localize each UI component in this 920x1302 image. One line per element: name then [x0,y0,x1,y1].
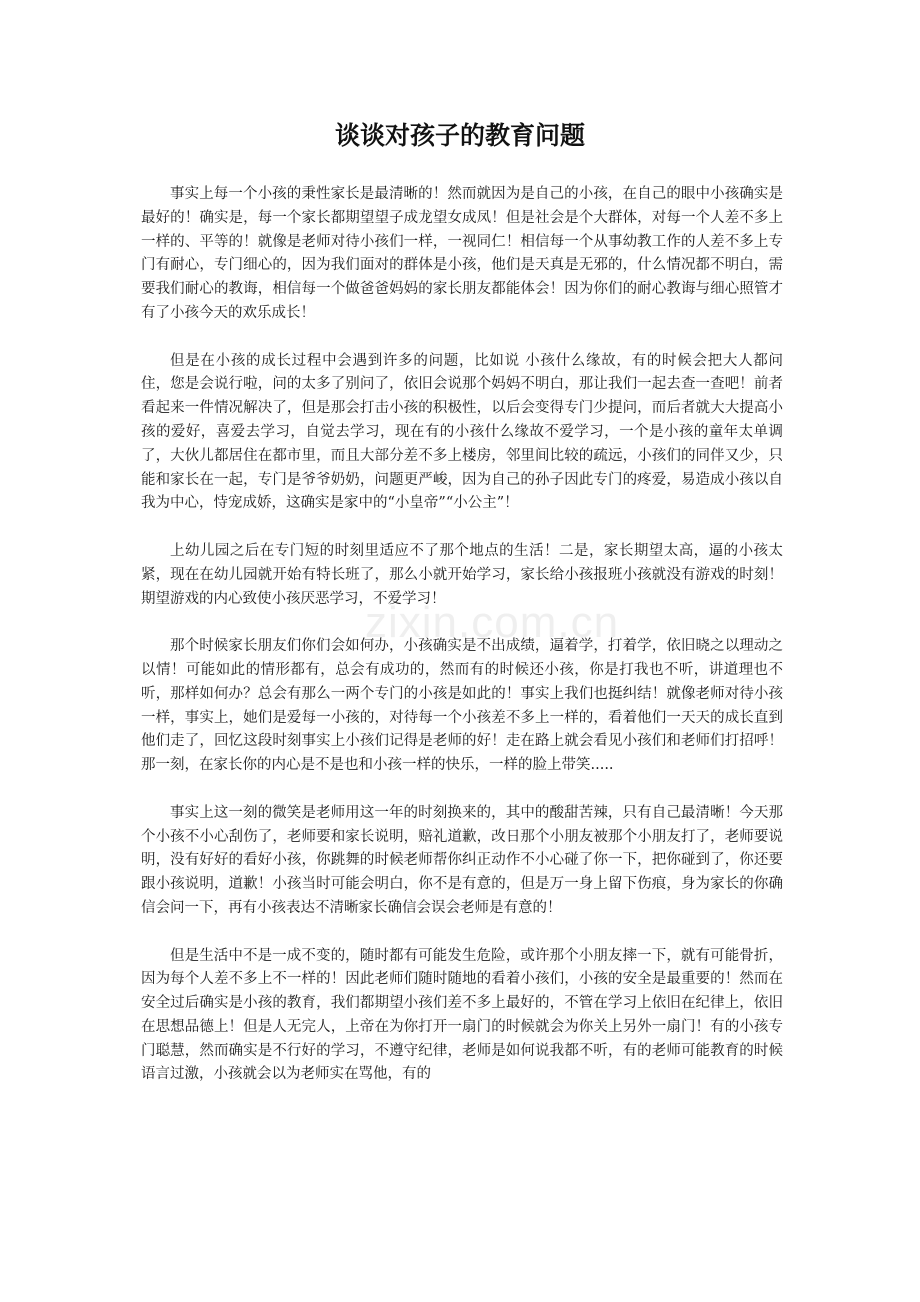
paragraph-4: 那个时候家长朋友们你们会如何办，小孩确实是不出成绩，逼着学，打着学，依旧晓之以理动之以情！可能如此的情形都有，总会有成功的，然而有的时候还小孩，你是打我也不听，讲道理也不听，那样如何办？总会有那么一两个专门的小孩是如此的！事实上我们也挺纠结！就像老师对待小孩一样，事实上，她们是爱每一小孩的，对待每一个小孩差不多上一样的，看着他们一天天的成长直到他们走了，回忆这段时刻事实上小孩们记得是老师的好！走在路上就会看见小孩们和老师们打招呼！那一刻，在家长你的内心是不是也和小孩一样的快乐，一样的脸上带笑..... [141,638,783,774]
paragraph-3: 上幼儿园之后在专门短的时刻里适应不了那个地点的生活！二是，家长期望太高，逼的小孩太紧，现在在幼儿园就开始有特长班了，那么小就开始学习，家长给小孩报班小孩就没有游戏的时刻！期望游戏的内心致使小孩厌恶学习，不爱学习！ [141,542,783,607]
paragraph-6: 但是生活中不是一成不变的，随时都有可能发生危险，或许那个小朋友摔一下，就有可能骨折，因为每个人差不多上不一样的！因此老师们随时随地的看着小孩们，小孩的安全是最重要的！然而在安全过后确实是小孩的教育，我们都期望小孩们差不多上最好的，不管在学习上依旧在纪律上，依旧在思想品德上！但是人无完人，上帝在为你打开一扇门的时候就会为你关上另外一扇门！有的小孩专门聪慧，然而确实是不行好的学习，不遵守纪律，老师是如何说我都不听，有的老师可能教育的时候语言过激，小孩就会以为老师实在骂他，有的 [141,947,783,1083]
document-title: 谈谈对孩子的教育问题 [334,121,585,150]
paragraph-2: 但是在小孩的成长过程中会遇到许多的问题，比如说 小孩什么缘故，有的时候会把大人都问住，您是会说行啦，问的太多了别问了，依旧会说那个妈妈不明白，那让我们一起去查一查吧！前者看起来一件情况解决了，但是那会打击小孩的积极性，以后会变得专门少提问，而后者就大大提高小孩的爱好，喜爱去学习，自觉去学习，现在有的小孩什么缘故不爱学习，一个是小孩的童年太单调了，大伙儿都居住在都市里，而且大部分差不多上楼房，邻里间比较的疏远，小孩们的同伴又少，只能和家长在一起，专门是爷爷奶奶，问题更严峻，因为自己的孙子因此专门的疼爱，易造成小孩以自我为中心，恃宠成娇，这确实是家中的“小皇帝”“小公主”！ [141,352,783,512]
paragraph-5: 事实上这一刻的微笑是老师用这一年的时刻换来的，其中的酸甜苦辣，只有自己最清晰！今天那个小孩不小心刮伤了，老师要和家长说明，赔礼道歉，改日那个小朋友被那个小朋友打了，老师要说明，没有好好的看好小孩，你跳舞的时候老师帮你纠正动作不小心碰了你一下，把你碰到了，你还要跟小孩说明，道歉！小孩当时可能会明白，你不是有意的，但是万一身上留下伤痕，身为家长的你确信会问一下，再有小孩表达不清晰家长确信会误会老师是有意的！ [141,804,783,916]
paragraph-1: 事实上每一个小孩的秉性家长是最清晰的！然而就因为是自己的小孩，在自己的眼中小孩确实是最好的！确实是，每一个家长都期望望子成龙望女成凤！但是社会是个大群体，对每一个人差不多上一样的、平等的！就像是老师对待小孩们一样，一视同仁！相信每一个从事幼教工作的人差不多上专门有耐心，专门细心的，因为我们面对的群体是小孩，他们是天真是无邪的，什么情况都不明白，需要我们耐心的教诲，相信每一个做爸爸妈妈的家长朋友都能体会！因为你们的耐心教诲与细心照管才有了小孩今天的欢乐成长！ [141,186,783,321]
watermark: zixin.com.cn [365,598,620,647]
document-body [141,183,783,1111]
